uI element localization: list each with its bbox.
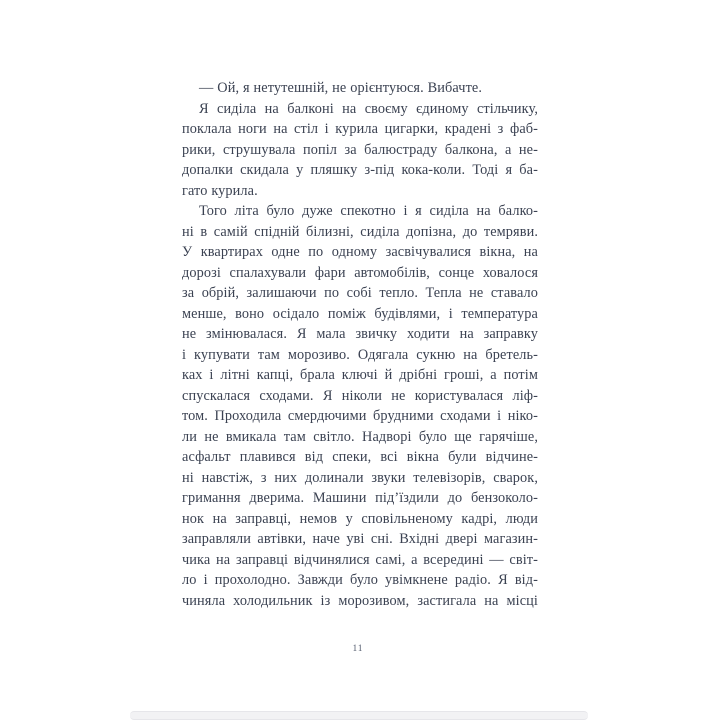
- text-line: том. Проходила смердючими брудними сходами і ніко-: [182, 408, 538, 424]
- text-line: асфальт плавився від спеки, всі вікна були відчине-: [182, 449, 538, 465]
- text-line: нок на заправці, немов у сповільненому кадрі, люди: [182, 510, 538, 527]
- text-line: У квартирах одне по одному засвічувалися вікна, на: [182, 244, 538, 260]
- text-line: гримання дверима. Машини під’їздили до бензоколо-: [182, 490, 538, 506]
- text-line: чиняла холодильник із морозивом, застигала на місці: [182, 592, 538, 609]
- page-number: 11: [352, 643, 364, 653]
- text-line: рики, струшувала попіл за балюстраду балкона, а не-: [182, 141, 538, 158]
- text-line: за обрій, залишаючи по собі тепло. Тепла не ставало: [182, 285, 538, 301]
- text-line: чика на заправці відчинялися самі, а всередині — світ-: [182, 551, 538, 568]
- text-line: допалки скидала у пляшку з-під кока-коли. Тоді я ба-: [182, 162, 538, 178]
- text-line: і купувати там морозиво. Одягала сукню на бретель-: [182, 346, 538, 363]
- text-line: не змінювалася. Я мала звичку ходити на заправку: [182, 326, 538, 342]
- text-line: гато курила.: [182, 182, 258, 199]
- text-line: дорозі спалахували фари автомобілів, сонце ховалося: [182, 264, 538, 281]
- text-line: ні в самій спідній білизні, сиділа допізна, до темряви.: [182, 223, 538, 240]
- text-line: ках і літні капці, брала ключі й дрібні гроші, а потім: [182, 367, 538, 383]
- paragraph: [182, 201, 538, 611]
- text-line: Я сиділа на балконі на своєму єдиному стільчику,: [199, 100, 538, 117]
- text-line: ли не вмикала там світло. Надворі було ще гарячіше,: [182, 428, 538, 445]
- text-line: — Ой, я нетутешній, не орієнтуюся. Вибачте.: [199, 80, 483, 96]
- paragraph: [182, 78, 538, 99]
- bottom-progress-bar: [130, 711, 588, 720]
- text-line: спускалася сходами. Я ніколи не користувалася ліф-: [182, 387, 538, 404]
- text-line: ло і прохолодно. Завжди було увімкнене радіо. Я від-: [182, 572, 538, 588]
- text-line: менше, воно осідало поміж будівлями, і температура: [182, 305, 538, 322]
- text-line: поклала ноги на стіл і курила цигарки, крадені з фаб-: [182, 121, 538, 137]
- page-text-block: [182, 78, 538, 611]
- paragraph: [182, 99, 538, 202]
- text-line: ні навстіж, з них долинали звуки телевізорів, сварок,: [182, 469, 538, 486]
- text-line: заправляли автівки, наче уві сні. Вхідні двері магазин-: [182, 531, 538, 547]
- text-line: Того літа було дуже спекотно і я сиділа на балко-: [199, 203, 538, 219]
